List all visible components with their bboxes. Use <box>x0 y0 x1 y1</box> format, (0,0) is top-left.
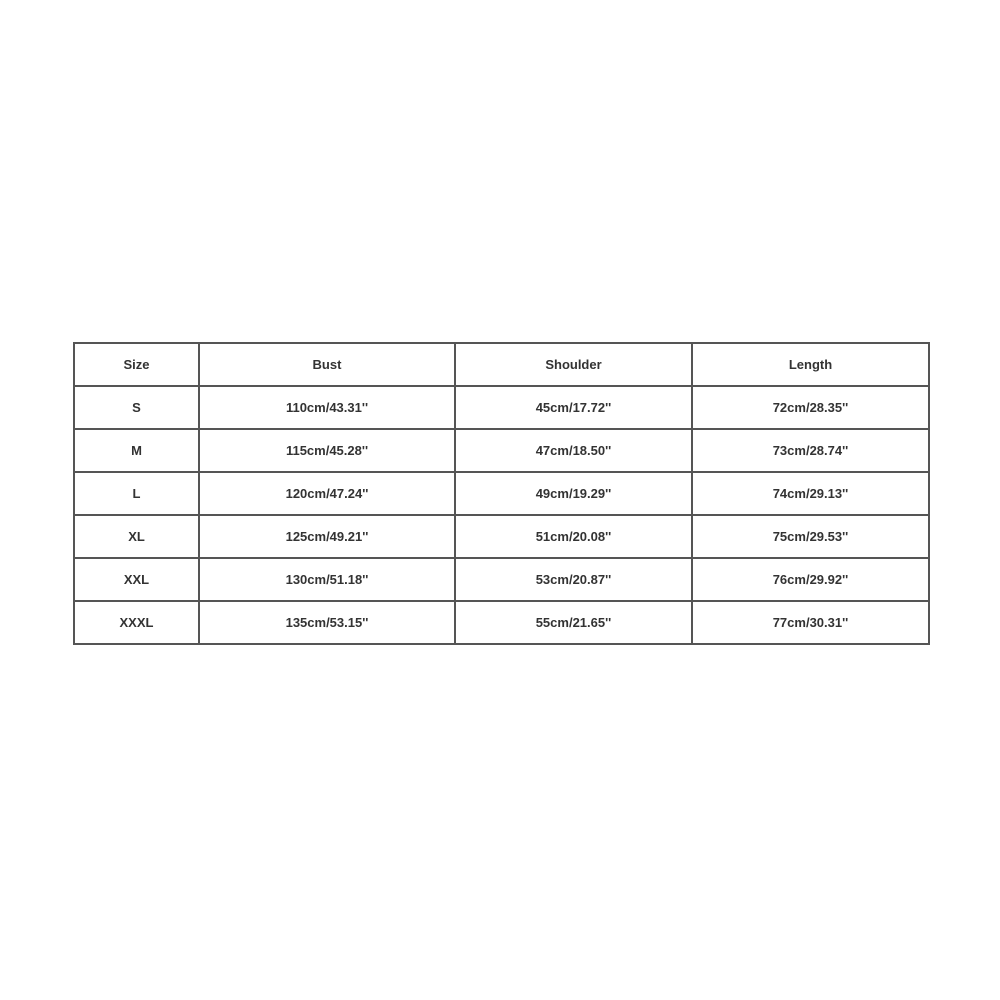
table-header-row <box>74 343 929 386</box>
cell-bust: 135cm/53.15'' <box>199 601 455 644</box>
table-row <box>74 601 929 644</box>
cell-size: M <box>74 429 199 472</box>
cell-bust: 120cm/47.24'' <box>199 472 455 515</box>
table-row <box>74 429 929 472</box>
header-bust: Bust <box>199 343 455 386</box>
cell-size: L <box>74 472 199 515</box>
header-shoulder: Shoulder <box>455 343 692 386</box>
size-chart-table <box>73 342 930 645</box>
cell-bust: 110cm/43.31'' <box>199 386 455 429</box>
cell-size: S <box>74 386 199 429</box>
cell-shoulder: 53cm/20.87'' <box>455 558 692 601</box>
cell-length: 77cm/30.31'' <box>692 601 929 644</box>
cell-length: 74cm/29.13'' <box>692 472 929 515</box>
cell-shoulder: 45cm/17.72'' <box>455 386 692 429</box>
table-row <box>74 472 929 515</box>
cell-bust: 130cm/51.18'' <box>199 558 455 601</box>
cell-length: 76cm/29.92'' <box>692 558 929 601</box>
cell-shoulder: 47cm/18.50'' <box>455 429 692 472</box>
cell-size: XXXL <box>74 601 199 644</box>
cell-length: 75cm/29.53'' <box>692 515 929 558</box>
cell-length: 72cm/28.35'' <box>692 386 929 429</box>
table-row <box>74 515 929 558</box>
cell-bust: 125cm/49.21'' <box>199 515 455 558</box>
cell-shoulder: 55cm/21.65'' <box>455 601 692 644</box>
cell-bust: 115cm/45.28'' <box>199 429 455 472</box>
table-row <box>74 558 929 601</box>
header-length: Length <box>692 343 929 386</box>
header-size: Size <box>74 343 199 386</box>
cell-length: 73cm/28.74'' <box>692 429 929 472</box>
table-row <box>74 386 929 429</box>
cell-shoulder: 51cm/20.08'' <box>455 515 692 558</box>
cell-size: XXL <box>74 558 199 601</box>
cell-shoulder: 49cm/19.29'' <box>455 472 692 515</box>
cell-size: XL <box>74 515 199 558</box>
